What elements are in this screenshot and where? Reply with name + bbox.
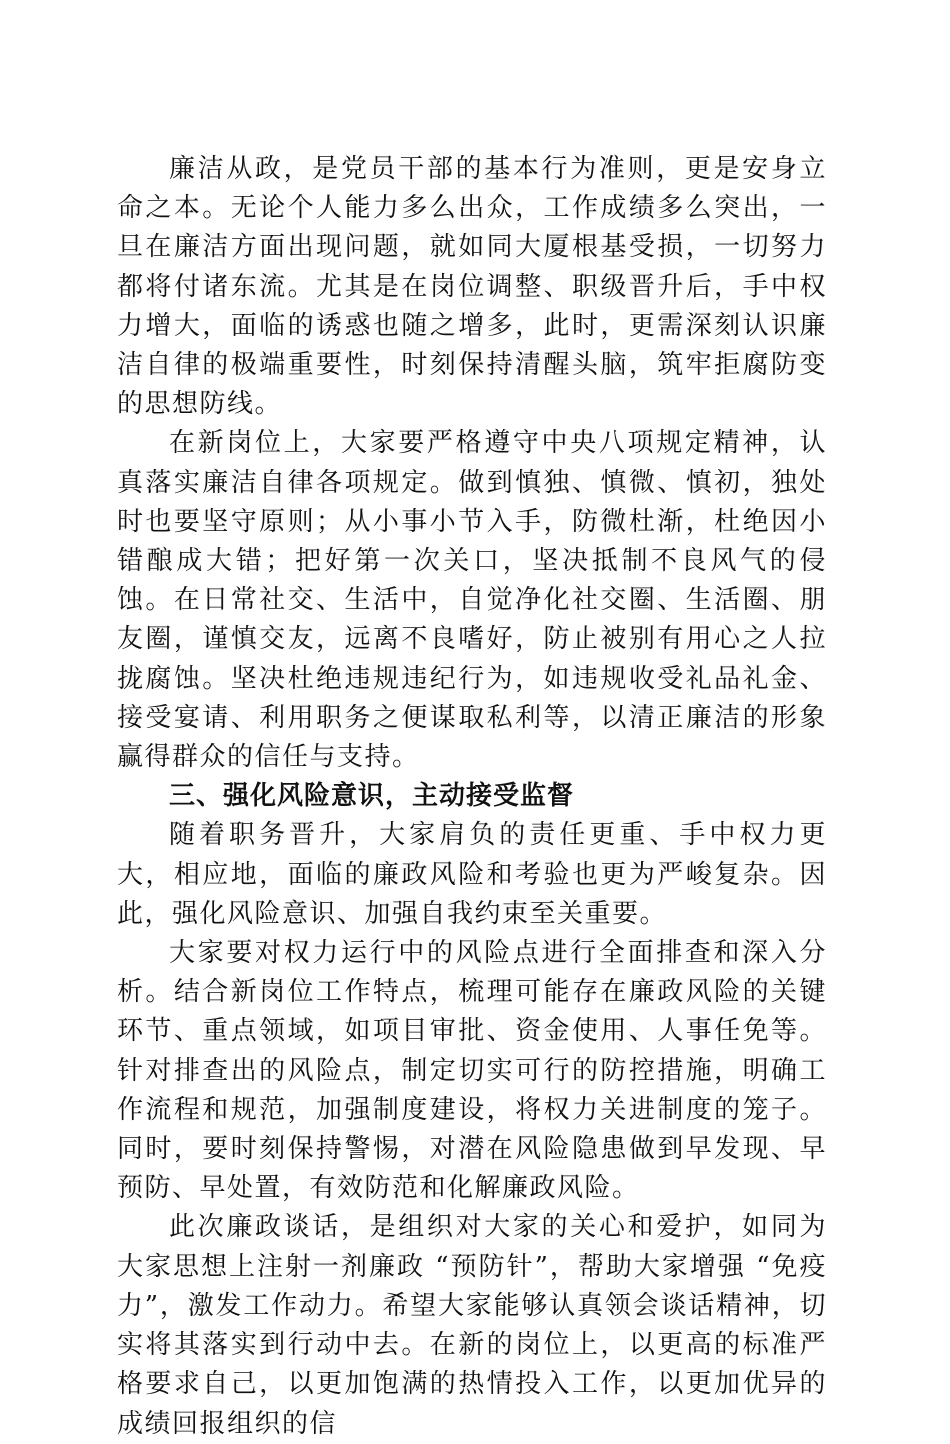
paragraph-new-post-rules: 在新岗位上，大家要严格遵守中央八项规定精神，认真落实廉洁自律各项规定。做到慎独、慎微、慎初，独处时也要坚守原则；从小事小节入手，防微杜渐，杜绝因小错酿成大错；把好第一次关口，坚决抵制不良风气的侵蚀。在日常社交、生活中，自觉净化社交圈、生活圈、朋友圈，谨慎交友，远离不良嗜好，防止被别有用心之人拉拢腐蚀。坚决杜绝违规违纪行为，如违规收受礼品礼金、接受宴请、利用职务之便谋取私利等，以清正廉洁的形象赢得群众的信任与支持。 bbox=[117, 428, 827, 773]
document-body bbox=[117, 150, 827, 1444]
paragraph-integrity-principle: 廉洁从政，是党员干部的基本行为准则，更是安身立命之本。无论个人能力多么出众，工作成绩多么突出，一旦在廉洁方面出现问题，就如同大厦根基受损，一切努力都将付诸东流。尤其是在岗位调整、职级晋升后，手中权力增大，面临的诱惑也随之增多，此时，更需深刻认识廉洁自律的极端重要性，时刻保持清醒头脑，筑牢拒腐防变的思想防线。 bbox=[117, 154, 827, 420]
paragraph-risk-awareness: 随着职务晋升，大家肩负的责任更重、手中权力更大，相应地，面临的廉政风险和考验也更为严峻复杂。因此，强化风险意识、加强自我约束至关重要。 bbox=[117, 820, 827, 929]
paragraph-risk-investigation: 大家要对权力运行中的风险点进行全面排查和深入分析。结合新岗位工作特点，梳理可能存在廉政风险的关键环节、重点领域，如项目审批、资金使用、人事任免等。针对排查出的风险点，制定切实可行的防控措施，明确工作流程和规范，加强制度建设，将权力关进制度的笼子。同时，要时刻保持警惕，对潜在风险隐患做到早发现、早预防、早处置，有效防范和化解廉政风险。 bbox=[117, 938, 827, 1204]
section-heading: 三、强化风险意识，主动接受监督 bbox=[169, 781, 575, 812]
paragraph-conclusion: 此次廉政谈话，是组织对大家的关心和爱护，如同为大家思想上注射一剂廉政 “预防针”，帮助大家增强 “免疫力”，激发工作动力。希望大家能够认真领会谈话精神，切实将其落实到行动中去。在新的岗位上，以更高的标准严格要求自己，以更加饱满的热情投入工作，以更加优异的成绩回报组织的信 bbox=[117, 1212, 827, 1439]
